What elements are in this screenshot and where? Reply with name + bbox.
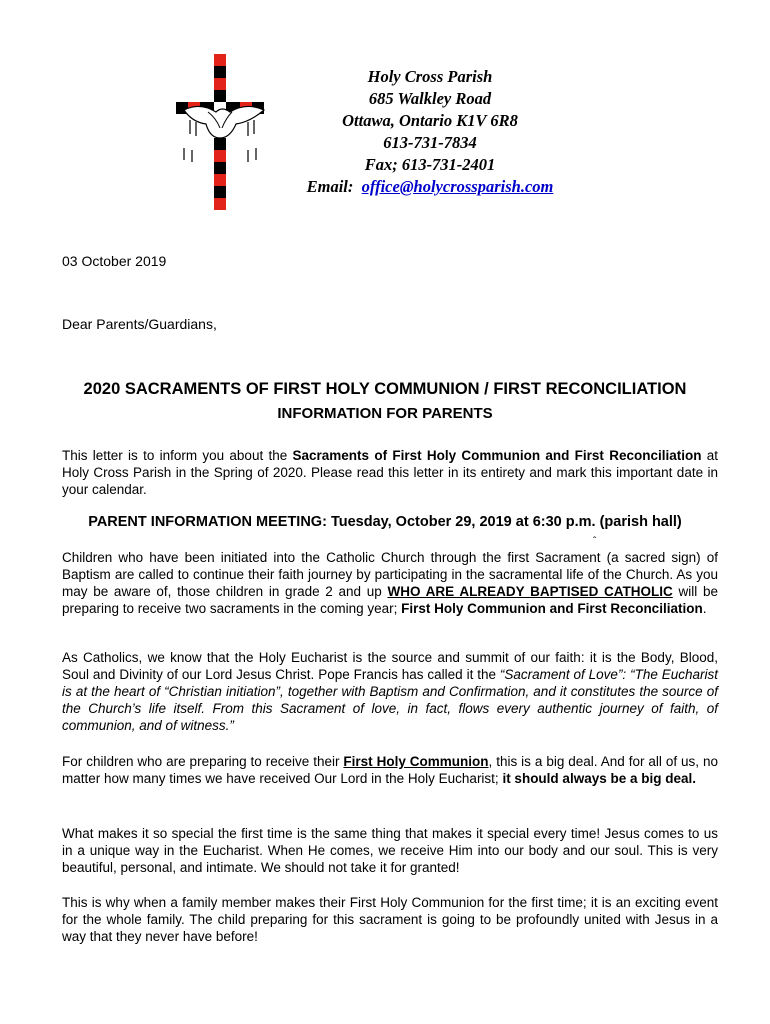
- meeting-notice: PARENT INFORMATION MEETING: Tuesday, October 29, 2019 at 6:30 p.m. (parish hall): [88, 514, 682, 530]
- p4-bold: it should always be a big deal.: [502, 771, 696, 786]
- cross-with-dove-logo: [170, 52, 280, 212]
- p3-text-a: As Catholics, we know that the Holy Eucharist is the source and summit of our faith: it is the Body, Blood, Soul and Divinity of our Lord Jesus Christ. Pope Francis has called it the: [62, 650, 718, 682]
- salutation: Dear Parents/Guardians,: [62, 316, 217, 332]
- p1-text-a: This letter is to inform you about the: [62, 448, 293, 463]
- p3-quote: “Sacrament of Love”: “The Eucharist is at the heart of “Christian initiation”, together with Baptism and Confirmation, and it constitutes the source of the Church’s life itself. From this Sacrament of love, in fact, flows every authentic journey of faith, of communion, and of witness.”: [62, 667, 718, 733]
- paragraph-big-deal: [62, 753, 718, 787]
- paragraph-intro: [62, 447, 718, 498]
- letter-title: 2020 SACRAMENTS OF FIRST HOLY COMMUNION / FIRST RECONCILIATION: [83, 380, 687, 398]
- p2-text-c: will be preparing to receive two sacraments in the coming year;: [62, 584, 718, 616]
- paragraph-initiation: [62, 549, 718, 617]
- parish-city: Ottawa, Ontario K1V 6R8: [342, 111, 518, 130]
- letter-date: 03 October 2019: [62, 253, 167, 269]
- p2-underlined: WHO ARE ALREADY BAPTISED CATHOLIC: [387, 584, 673, 599]
- parish-email-line: [300, 176, 560, 198]
- p4-underlined: First Holy Communion: [343, 754, 489, 769]
- parish-header: [300, 66, 560, 198]
- p4-text-c: , this is a big deal. And for all of us, no matter how many times we have received Our Lord in the Holy Eucharist;: [62, 754, 719, 786]
- p1-bold: Sacraments of First Holy Communion and First Reconciliation: [292, 448, 702, 463]
- parish-fax: Fax; 613-731-2401: [364, 155, 496, 174]
- paragraph-special: What makes it so special the first time is the same thing that makes it special every time! Jesus comes to us in a unique way in the Eucharist. When He comes, we receive Him into our body and our soul. This is very beautiful, personal, and intimate. We should not take it for granted!: [62, 826, 718, 875]
- letter-subtitle: INFORMATION FOR PARENTS: [277, 405, 493, 422]
- p2-text-e: .: [702, 601, 707, 616]
- p4-text-a: For children who are preparing to receive their: [62, 754, 344, 769]
- p1-text-c: at Holy Cross Parish in the Spring of 2020. Please read this letter in its entirety and mark this important date in your calendar.: [62, 448, 718, 497]
- parish-street: 685 Walkley Road: [368, 89, 492, 108]
- email-link[interactable]: office@holycrossparish.com: [361, 177, 554, 196]
- parish-name: Holy Cross Parish: [367, 67, 493, 86]
- paragraph-family: This is why when a family member makes their First Holy Communion for the first time; it is an exciting event for the whole family. The child preparing for this sacrament is going to be profoundly united with Jesus in a way that they never have before!: [62, 895, 718, 944]
- p2-bold: First Holy Communion and First Reconciliation: [401, 601, 703, 616]
- parish-phone: 613-731-7834: [383, 133, 477, 152]
- stray-mark: ˆ: [593, 536, 597, 547]
- paragraph-eucharist: [62, 649, 718, 734]
- p2-text-a: Children who have been initiated into the Catholic Church through the first Sacrament (a sacred sign) of Baptism are called to continue their faith journey by participating in the sacramental life of the Church. As you may be aware of, those children in grade 2 and up: [62, 550, 718, 599]
- email-label: Email:: [306, 177, 354, 196]
